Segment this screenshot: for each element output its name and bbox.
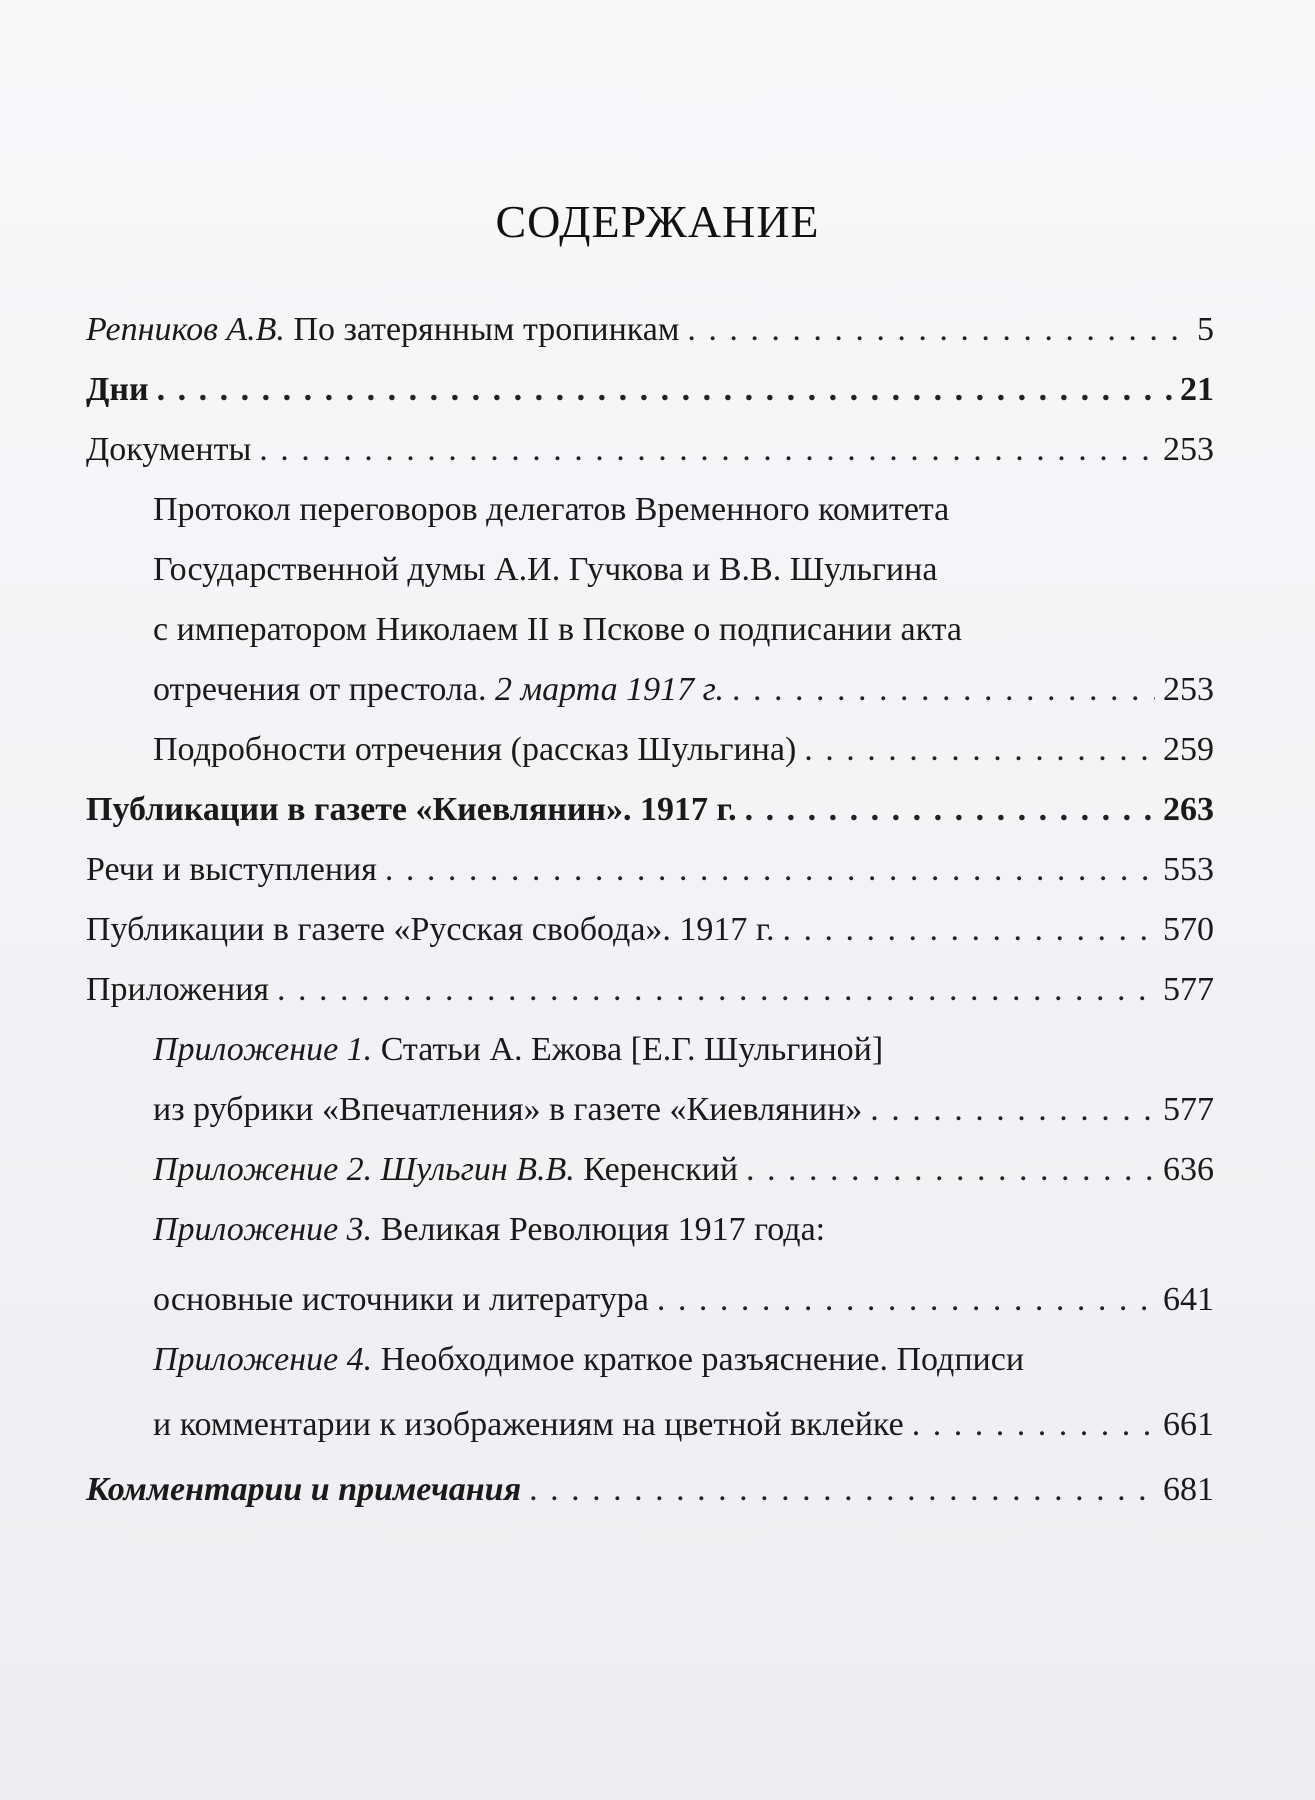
toc-title: Публикации в газете «Русская свобода». 1917 г. <box>86 911 775 948</box>
toc-prefix: Приложение 1. <box>153 1031 373 1068</box>
toc-line: Государственной думы А.И. Гучкова и В.В. Шульгина <box>153 551 938 588</box>
toc-title: Дни <box>86 371 149 408</box>
leader-dots <box>529 1470 1155 1510</box>
leader-dots <box>732 670 1155 710</box>
toc-prefix: Приложение 2. Шульгин В.В. <box>153 1151 575 1188</box>
toc-entry <box>86 430 1214 470</box>
leader-dots <box>745 790 1155 830</box>
toc-title: отречения от престола. <box>153 671 487 708</box>
toc-line <box>153 1030 1214 1070</box>
toc-title: Подробности отречения (рассказ Шульгина) <box>153 731 797 768</box>
toc-entry <box>86 970 1214 1010</box>
toc-title: Публикации в газете «Киевлянин». 1917 г. <box>86 791 737 828</box>
toc-entry <box>86 910 1214 950</box>
toc-page-number: 570 <box>1163 911 1214 948</box>
leader-dots <box>746 1150 1155 1190</box>
toc-entry <box>153 1150 1214 1190</box>
toc-title: По затерянным тропинкам <box>293 311 680 348</box>
toc-author: Репников А.В. <box>86 311 285 348</box>
leader-dots <box>157 370 1172 410</box>
toc-page-number: 5 <box>1197 311 1214 348</box>
toc-page-number: 681 <box>1163 1471 1214 1508</box>
toc-title: из рубрики «Впечатления» в газете «Киевлянин» <box>153 1091 863 1128</box>
toc-page-number: 21 <box>1180 371 1214 408</box>
toc-entry <box>153 730 1214 770</box>
toc-title: основные источники и литература <box>153 1281 649 1318</box>
toc-title: Речи и выступления <box>86 851 377 888</box>
toc-date: 2 марта 1917 г. <box>494 671 724 708</box>
toc-line: с императором Николаем II в Пскове о подписании акта <box>153 611 963 648</box>
toc-title: Приложения <box>86 971 270 1008</box>
leader-dots <box>804 730 1155 770</box>
leader-dots <box>870 1090 1155 1130</box>
toc-page-number: 641 <box>1163 1281 1214 1318</box>
toc-title: Документы <box>86 431 252 468</box>
toc-page-number: 253 <box>1163 431 1214 468</box>
leader-dots <box>783 910 1155 950</box>
toc-entry <box>153 670 1214 710</box>
toc-entry <box>153 1280 1214 1320</box>
page-title: СОДЕРЖАНИЕ <box>495 196 820 247</box>
toc-prefix: Приложение 4. <box>153 1341 373 1378</box>
toc-page-number: 263 <box>1163 791 1214 828</box>
toc-line <box>153 1340 1214 1380</box>
leader-dots <box>277 970 1155 1010</box>
toc-entry <box>153 1405 1214 1445</box>
leader-dots <box>385 850 1155 890</box>
leader-dots <box>912 1405 1155 1445</box>
toc-title: Необходимое краткое разъяснение. Подписи <box>380 1341 1025 1378</box>
toc-title: Статьи А. Ежова [Е.Г. Шульгиной] <box>380 1031 884 1068</box>
toc-entry <box>153 1090 1214 1130</box>
toc-prefix: Приложение 3. <box>153 1211 373 1248</box>
toc-page-number: 636 <box>1163 1151 1214 1188</box>
leader-dots <box>657 1280 1155 1320</box>
toc-page-number: 553 <box>1163 851 1214 888</box>
toc-title: и комментарии к изображениям на цветной вклейке <box>153 1406 904 1443</box>
toc-page-number: 661 <box>1163 1406 1214 1443</box>
toc-entry <box>86 370 1214 410</box>
toc-page-number: 259 <box>1163 731 1214 768</box>
toc-line: Протокол переговоров делегатов Временного комитета <box>153 491 950 528</box>
toc-entry <box>86 310 1214 350</box>
toc-line <box>153 1210 1214 1250</box>
toc-entry <box>86 1470 1214 1510</box>
toc-page-number: 253 <box>1163 671 1214 708</box>
toc-title: Керенский <box>583 1151 739 1188</box>
toc-page-number: 577 <box>1163 1091 1214 1128</box>
leader-dots <box>259 430 1155 470</box>
toc-title: Великая Революция 1917 года: <box>380 1211 826 1248</box>
toc-page-number: 577 <box>1163 971 1214 1008</box>
leader-dots <box>687 310 1189 350</box>
toc-entry <box>86 790 1214 830</box>
toc-entry <box>86 850 1214 890</box>
toc-title: Комментарии и примечания <box>86 1471 522 1508</box>
